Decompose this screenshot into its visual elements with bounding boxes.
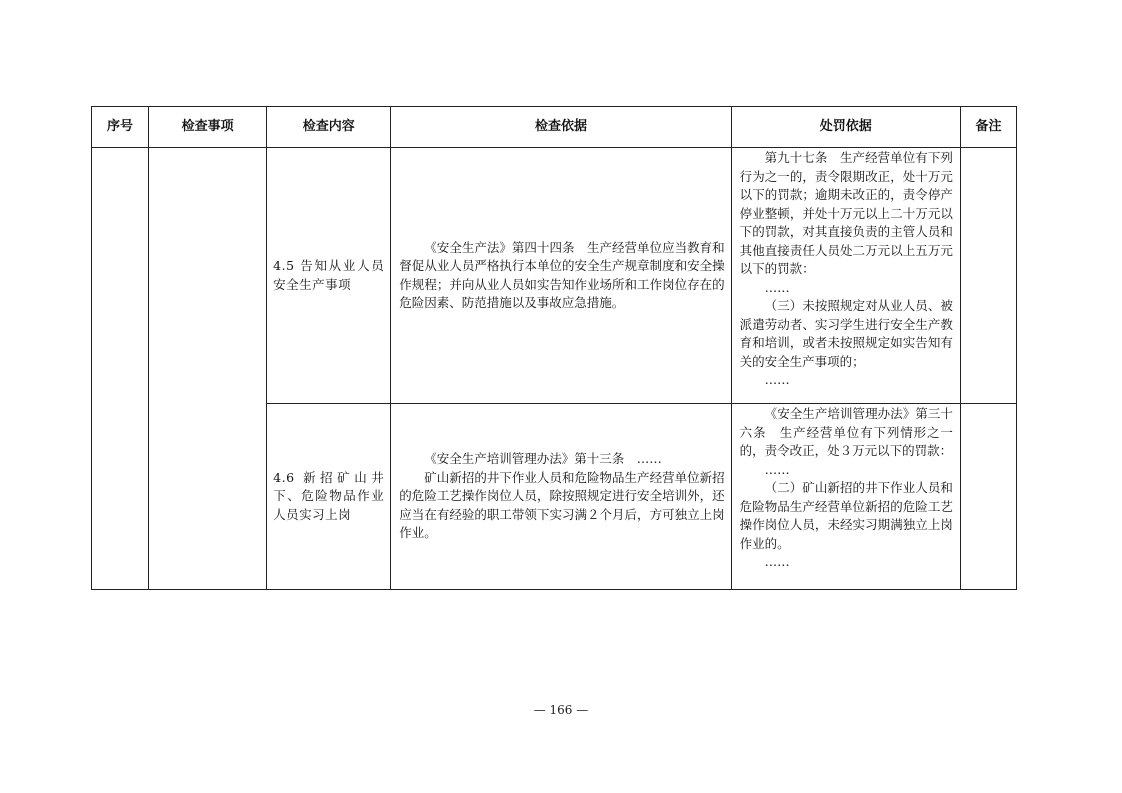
table-header-row	[92, 107, 1017, 148]
basis-cell	[391, 404, 731, 590]
basis-paragraph: 矿山新招的井下作业人员和危险物品生产经营单位新招的危险工艺操作岗位人员，除按照规定进行安全培训外，还应当在有经验的职工带领下实习满２个月后，方可独立上岗作业。	[399, 469, 725, 541]
note-cell	[960, 404, 1016, 590]
note-cell	[960, 148, 1016, 404]
penalty-paragraph: 第九十七条 生产经营单位有下列行为之一的，责令限期改正，处十万元以下的罚款；逾期未改正的，责令停产停业整顿，并处十万元以上二十万元以下的罚款，对其直接负责的主管人员和其他直接责任人员处二万元以上五万元以下的罚款：	[739, 150, 953, 276]
header-basis: 检查依据	[391, 107, 731, 148]
basis-cell	[391, 148, 731, 404]
penalty-ellipsis: ……	[764, 279, 790, 295]
item-cell	[149, 148, 267, 590]
basis-paragraph: 《安全生产法》第四十四条 生产经营单位应当教育和督促从业人员严格执行本单位的安全生产规章制度和安全操作规程；并向从业人员如实告知作业场所和工作岗位存在的危险因素、防范措施以及事故应急措施。	[399, 239, 725, 310]
penalty-paragraph: 《安全生产培训管理办法》第三十六条 生产经营单位有下列情形之一的，责令改正，处３万元以下的罚款：	[739, 406, 953, 458]
inspection-table	[91, 106, 1017, 590]
content-cell: 4.6 新招矿山井下、危险物品作业人员实习上岗	[267, 404, 391, 590]
seq-cell	[92, 148, 149, 590]
penalty-ellipsis: ……	[764, 554, 790, 569]
penalty-paragraph: （二）矿山新招的井下作业人员和危险物品生产经营单位新招的危险工艺操作岗位人员，未经实习期满独立上岗作业的。	[739, 480, 953, 551]
header-note: 备注	[960, 107, 1016, 148]
header-penalty: 处罚依据	[731, 107, 960, 148]
penalty-ellipsis: ……	[764, 372, 790, 387]
penalty-paragraph: （三）未按照规定对从业人员、被派遣劳动者、实习学生进行安全生产教育和培训，或者未按照规定如实告知有关的安全生产事项的；	[739, 298, 953, 369]
content-cell: 4.5 告知从业人员安全生产事项	[267, 148, 391, 404]
table-row	[92, 148, 1017, 404]
penalty-ellipsis: ……	[764, 461, 790, 477]
penalty-cell	[731, 404, 960, 590]
header-content: 检查内容	[267, 107, 391, 148]
basis-paragraph: 《安全生产培训管理办法》第十三条 ……	[424, 451, 662, 467]
penalty-cell	[731, 148, 960, 404]
header-item: 检查事项	[149, 107, 267, 148]
page-number: — 166 —	[533, 703, 589, 717]
header-seq: 序号	[92, 107, 149, 148]
